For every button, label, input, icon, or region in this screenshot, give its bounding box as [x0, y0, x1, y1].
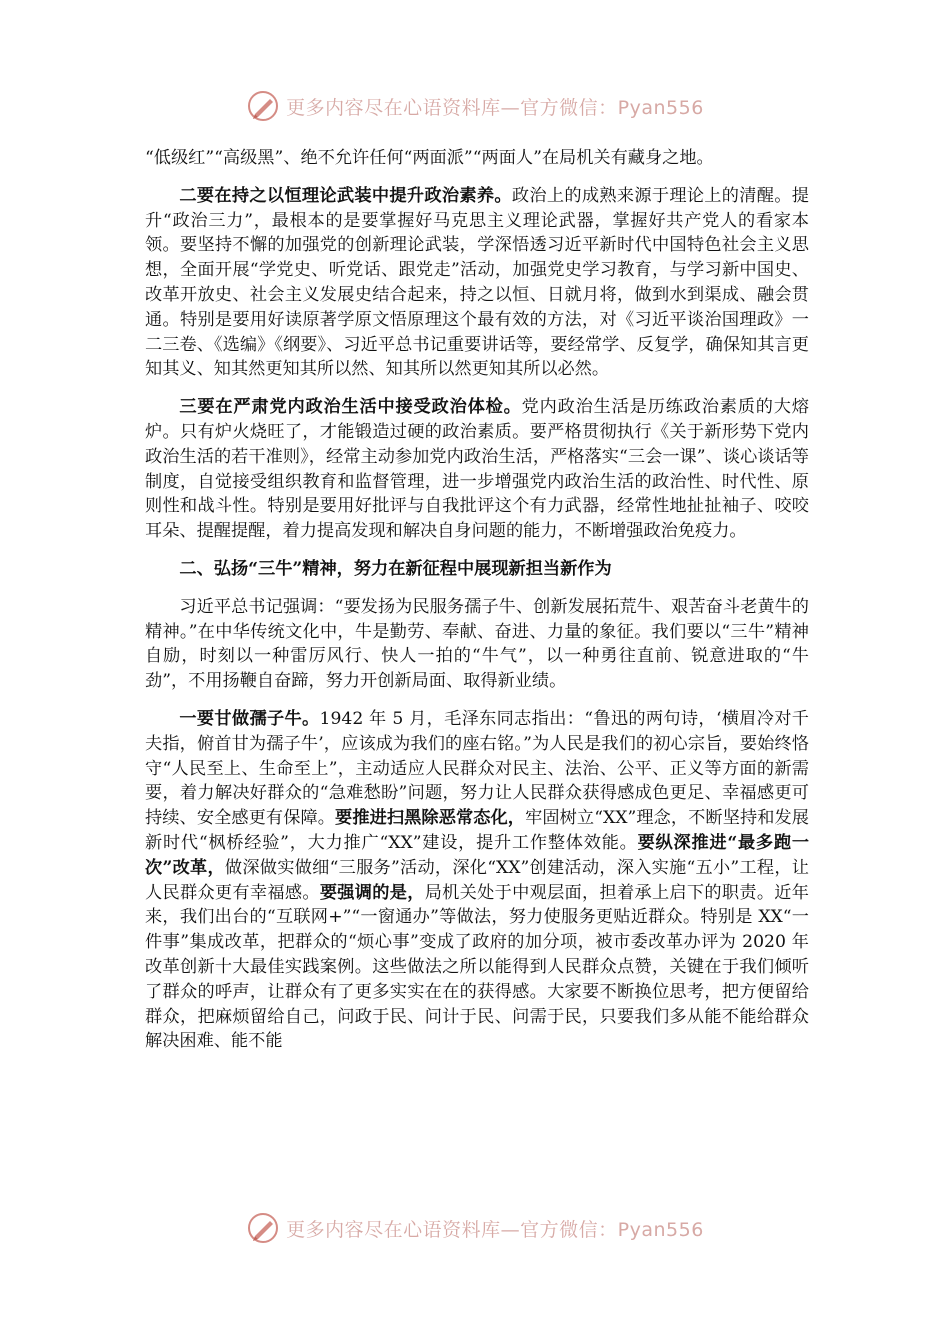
paragraph-continued: “低级红”“高级黑”、绝不允许任何“两面派”“两面人”在局机关有藏身之地。 [145, 148, 714, 168]
document-body [145, 146, 809, 1067]
paragraph-lead: 一要甘做孺子牛。 [179, 708, 320, 729]
paragraph-three-oxen: 习近平总书记强调：“要发扬为民服务孺子牛、创新发展拓荒牛、艰苦奋斗老黄牛的精神。”在中华传统文化中，牛是勤劳、奉献、奋进、力量的象征。我们要以“三牛”精神自励，时刻以一种雷厉风行、快人一拍的“牛气”，以一种勇往直前、锐意进取的“牛劲”，不用扬鞭自奋蹄，努力开创新局面、取得新业绩。 [145, 596, 809, 692]
watermark-banner-bottom [0, 1208, 950, 1248]
pen-logo-icon [246, 1211, 280, 1245]
paragraph-party-life: 三要在严肃党内政治生活中接受政治体检。党内政治生活是历练政治素质的大熔炉。只有炉火烧旺了，才能锻造过硬的政治素质。要严格贯彻执行《关于新形势下党内政治生活的若干准则》，经常主动参加党内政治生活，严格落实“三会一课”、谈心谈话等制度，自觉接受组织教育和监督管理，进一步增强党内政治生活的政治性、时代性、原则性和战斗性。特别是要用好批评与自我批评这个有力武器，经常性地扯扯袖子、咬咬耳朵、提醒提醒，着力提高发现和解决自身问题的能力，不断增强政治免疫力。 [145, 397, 809, 542]
section-heading: 二、弘扬“三牛”精神，努力在新征程中展现新担当新作为 [179, 558, 612, 579]
pen-logo-icon [246, 89, 280, 123]
paragraph-lead: 二要在持之以恒理论武装中提升政治素养。 [179, 185, 512, 206]
paragraph-theory-arming: 二要在持之以恒理论武装中提升政治素养。政治上的成熟来源于理论上的清醒。提升“政治三力”，最根本的是要掌握好马克思主义理论武器，掌握好共产党人的看家本领。要坚持不懈的加强党的创新理论武装，学深悟透习近平新时代中国特色社会主义思想，全面开展“学党史、听党话、跟党走”活动，加强党史学习教育，与学习新中国史、改革开放史、社会主义发展史结合起来，持之以恒、日就月将，做到水到渠成、融会贯通。特别是要用好读原著学原文悟原理这个最有效的方法，对《习近平谈治国理政》一二三卷、《选编》《纲要》、习近平总书记重要讲话等，要经常学、反复学，确保知其言更知其义、知其然更知其所以然、知其所以然更知其所以必然。 [145, 185, 809, 380]
watermark-text: 更多内容尽在心语资料库—官方微信：Pyan556 [286, 96, 704, 119]
watermark-banner-top [0, 86, 950, 126]
paragraph-lead: 三要在严肃党内政治生活中接受政治体检。 [179, 397, 522, 418]
paragraph-serve-people: 一要甘做孺子牛。1942 年 5 月，毛泽东同志指出：“鲁迅的两句诗，‘横眉冷对千夫指，俯首甘为孺子牛’，应该成为我们的座右铭。”为人民是我们的初心宗旨，要始终恪守“人民至上、生命至上”，主动适应人民群众对民主、法治、公平、正义等方面的新需要，着力解决好群众的“急难愁盼”问题，努力让人民群众获得感成色更足、幸福感更可持续、安全感更有保障。要推进扫黑除恶常态化，牢固树立“XX”理念，不断坚持和发展新时代“枫桥经验”，大力推广“XX”建设，提升工作整体效能。要纵深推进“最多跑一次”改革，做深做实做细“三服务”活动，深化“XX”创建活动，深入实施“五小”工程，让人民群众更有幸福感。要强调的是，局机关处于中观层面，担着承上启下的职责。近年来，我们出台的“互联网+”“一窗通办”等做法，努力使服务更贴近群众。特别是 XX“一件事”集成改革，把群众的“烦心事”变成了政府的加分项，被市委改革办评为 2020 年改革创新十大最佳实践案例。这些做法之所以能得到人民群众点赞，关键在于我们倾听了群众的呼声，让群众有了更多实实在在的获得感。大家要不断换位思考，把方便留给群众，把麻烦留给自己，问政于民、问计于民、问需于民，只要我们多从能不能给群众解决困难、能不能 [145, 708, 810, 1052]
watermark-text: 更多内容尽在心语资料库—官方微信：Pyan556 [286, 1218, 704, 1241]
